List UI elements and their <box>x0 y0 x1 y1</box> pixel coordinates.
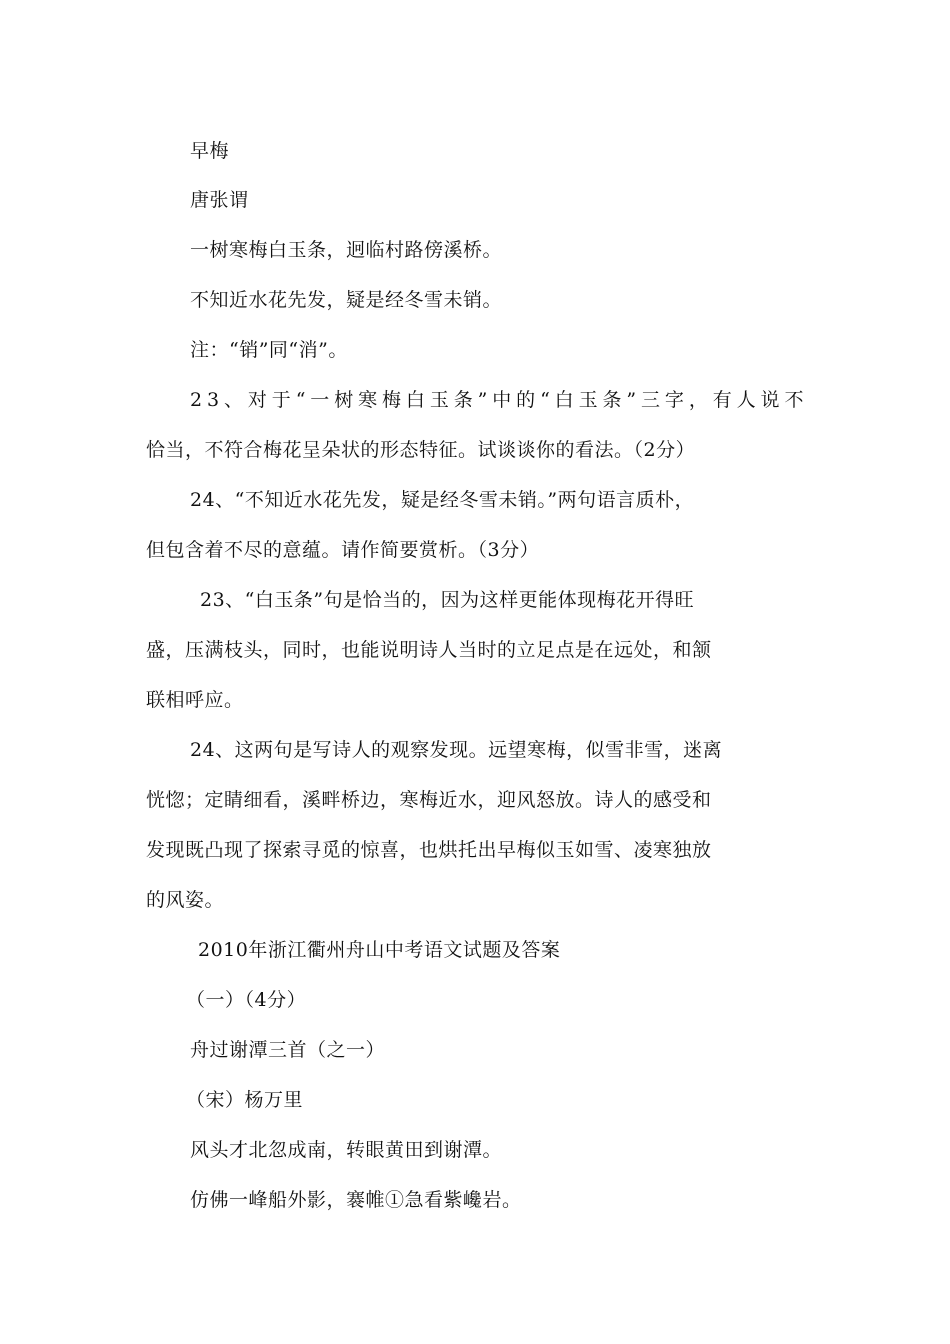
answer-23-line-2: 盛，压满枝头，同时，也能说明诗人当时的立足点是在远处，和颔 <box>146 639 712 661</box>
poem2-title: 舟过谢潭三首（之一） <box>190 1039 386 1061</box>
answer-24-line-3: 发现既凸现了探索寻觅的惊喜，也烘托出早梅似玉如雪、凌寒独放 <box>146 839 712 861</box>
question-23-line-1: 2 3 、 对 于 “ 一 树 寒 梅 白 玉 条 ” 中 的 “ 白 玉 条 ” 三 字 ， 有 人 说 不 <box>190 389 804 411</box>
poem-line-2: 不知近水花先发，疑是经冬雪未销。 <box>190 289 503 311</box>
poem-author: 唐张谓 <box>190 189 249 211</box>
answer-23-line-1: 23、“白玉条”句是恰当的，因为这样更能体现梅花开得旺 <box>200 589 695 611</box>
question-24-line-1: 24、“不知近水花先发，疑是经冬雪未销。”两句语言质朴， <box>190 489 695 511</box>
section-heading: 2010年浙江衢州舟山中考语文试题及答案 <box>198 939 561 961</box>
poem2-line-1: 风头才北忽成南，转眼黄田到谢潭。 <box>190 1139 503 1161</box>
poem2-line-2: 仿佛一峰船外影，褰帷①急看紫巉岩。 <box>190 1189 522 1211</box>
question-24-line-2: 但包含着不尽的意蕴。请作简要赏析。（3分） <box>146 539 540 561</box>
question-23-line-2: 恰当，不符合梅花呈朵状的形态特征。试谈谈你的看法。（2分） <box>146 439 696 461</box>
answer-23-line-3: 联相呼应。 <box>146 689 244 711</box>
poem2-author: （宋）杨万里 <box>186 1089 304 1111</box>
answer-24-line-1: 24、这两句是写诗人的观察发现。远望寒梅，似雪非雪，迷离 <box>190 739 723 761</box>
poem-line-1: 一树寒梅白玉条，迥临村路傍溪桥。 <box>190 239 503 261</box>
answer-24-line-4: 的风姿。 <box>146 889 225 911</box>
section-part-label: （一）（4分） <box>186 989 307 1011</box>
poem-title: 早梅 <box>190 140 230 162</box>
answer-24-line-2: 恍惚；定睛细看，溪畔桥边，寒梅近水，迎风怒放。诗人的感受和 <box>146 789 712 811</box>
poem-note: 注：“销”同“消”。 <box>190 339 348 361</box>
